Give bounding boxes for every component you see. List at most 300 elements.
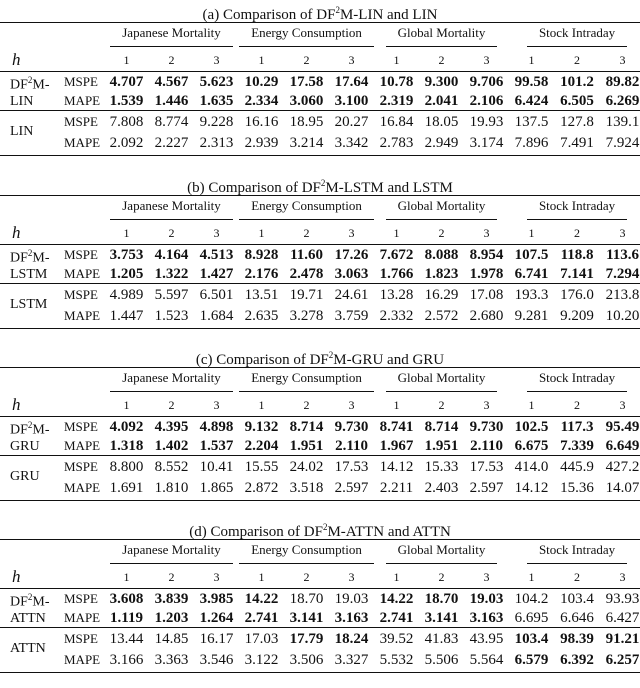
baseline-row [0,134,640,152]
metric-value: 6.501 [194,284,239,307]
metric-value: 1.119 [110,610,143,627]
baseline-row [0,284,640,307]
metric-value: 7.339 [560,438,594,455]
metric-value: 2.227 [154,134,189,151]
horizon-number: 1 [528,397,535,412]
df2m-row [0,71,640,92]
metric-value: 2.092 [109,134,144,151]
results-table [0,23,640,152]
metric-value: 1.951 [289,438,324,455]
metric-value: 1.978 [469,266,504,283]
metric-value: 1.447 [109,307,144,324]
metric-value: 10.20 [605,307,640,324]
horizon-number: 2 [168,52,175,67]
metric-value: 17.53 [464,456,509,479]
horizon-number: 2 [303,397,310,412]
metric-value: 3.063 [334,266,369,283]
horizon-number: 2 [168,397,175,412]
metric-value: 3.166 [109,651,144,668]
metric-label: MSPE [62,456,104,479]
metric-value: 9.209 [560,307,594,324]
metric-value: 6.741 [514,266,549,283]
metric-label: MAPE [64,479,101,495]
metric-label: MAPE [64,266,101,282]
metric-value: 1.322 [154,266,189,283]
metric-value: 2.597 [334,479,369,496]
metric-label: MAPE [64,307,101,323]
group-header-row [0,368,640,394]
horizon-symbol: h [12,394,21,414]
horizon-number: 3 [213,569,220,584]
metric-value: 3.122 [244,651,279,668]
horizon-number: 2 [574,569,581,584]
df2m-model-label: $DF^2M-$ GRU [0,416,62,456]
metric-value: 8.088 [419,244,464,265]
metric-value: 1.537 [199,438,234,455]
metric-value: 2.478 [289,266,324,283]
metric-value: 113.6 [600,244,640,265]
metric-value: 17.26 [329,244,374,265]
metric-value: 6.424 [514,93,549,110]
metric-value: 4.898 [194,416,239,437]
horizon-row [0,566,640,588]
metric-label: MSPE [62,416,104,437]
metric-value: 14.12 [514,479,549,496]
df2m-model-label: $DF^2M-$ ATTN [0,588,62,628]
metric-value: 2.110 [470,438,503,455]
metric-value: 193.3 [509,284,554,307]
df2m-row [0,588,640,609]
dataset-group-header: Stock Intraday [509,23,640,49]
metric-value: 1.691 [109,479,144,496]
metric-value: 16.16 [239,111,284,134]
metric-value: 13.44 [104,628,149,651]
baseline-model-label: ATTN [0,628,62,669]
metric-value: 2.949 [424,134,459,151]
metric-value: 3.363 [154,651,189,668]
results-table [0,540,640,669]
metric-label: MAPE [64,651,101,667]
metric-value: 16.84 [374,111,419,134]
metric-label: MSPE [62,588,104,609]
horizon-number: 2 [438,225,445,240]
metric-value: 5.532 [379,651,414,668]
horizon-number: 2 [303,225,310,240]
bottom-rule [0,155,640,156]
metric-value: 2.334 [244,93,279,110]
horizon-symbol: h [12,566,21,586]
metric-value: 11.60 [284,244,329,265]
dataset-group-header: Stock Intraday [509,368,640,394]
horizon-number: 1 [393,569,400,584]
comparison-panel [0,517,640,673]
metric-value: 7.808 [104,111,149,134]
metric-value: 103.4 [554,588,600,609]
metric-value: 3.174 [469,134,504,151]
metric-value: 5.623 [194,71,239,92]
metric-value: 4.567 [149,71,194,92]
metric-value: 1.427 [199,266,234,283]
horizon-number: 3 [619,569,626,584]
panel-caption: (b) Comparison of $DF^2M$-LSTM and LSTM [187,178,453,196]
metric-value: 9.300 [419,71,464,92]
metric-value: 19.71 [284,284,329,307]
comparison-panel [0,173,640,329]
metric-value: 17.79 [284,628,329,651]
metric-value: 1.203 [154,610,189,627]
metric-value: 1.205 [109,266,144,283]
metric-value: 7.896 [514,134,549,151]
metric-value: 19.03 [329,588,374,609]
horizon-number: 1 [528,52,535,67]
horizon-number: 2 [438,397,445,412]
metric-value: 15.33 [419,456,464,479]
metric-value: 8.774 [149,111,194,134]
dataset-group-header: Energy Consumption [239,368,374,394]
metric-value: 1.684 [199,307,234,324]
metric-value: 20.27 [329,111,374,134]
df2m-row [0,609,640,627]
horizon-number: 2 [574,397,581,412]
horizon-number: 3 [348,569,355,584]
metric-value: 6.257 [605,651,640,668]
metric-value: 6.269 [605,93,640,110]
metric-value: 5.564 [469,651,504,668]
metric-value: 2.783 [379,134,414,151]
metric-value: 6.646 [560,610,594,627]
metric-value: 3.839 [149,588,194,609]
metric-value: 17.64 [329,71,374,92]
metric-value: 2.741 [379,610,414,627]
metric-value: 6.505 [560,93,594,110]
metric-value: 3.759 [334,307,369,324]
metric-value: 5.597 [149,284,194,307]
dataset-group-header: Japanese Mortality [104,23,239,49]
metric-value: 2.211 [379,479,414,496]
metric-value: 10.78 [374,71,419,92]
horizon-number: 2 [574,52,581,67]
metric-value: 2.872 [244,479,279,496]
metric-value: 14.12 [374,456,419,479]
metric-value: 6.392 [560,651,594,668]
horizon-row [0,394,640,416]
metric-value: 13.28 [374,284,419,307]
df2m-row [0,437,640,455]
metric-value: 427.2 [600,456,640,479]
horizon-number: 3 [213,225,220,240]
horizon-number: 3 [348,225,355,240]
metric-value: 91.21 [600,628,640,651]
metric-value: 9.730 [329,416,374,437]
baseline-model-label: LIN [0,111,62,152]
metric-value: 2.332 [379,307,414,324]
metric-label: MSPE [62,244,104,265]
horizon-number: 1 [528,225,535,240]
group-header-row [0,23,640,49]
metric-value: 2.041 [424,93,459,110]
metric-value: 9.281 [514,307,549,324]
horizon-number: 1 [123,569,130,584]
metric-value: 7.141 [560,266,594,283]
horizon-number: 3 [619,397,626,412]
horizon-number: 3 [348,52,355,67]
metric-value: 14.85 [149,628,194,651]
metric-value: 7.491 [560,134,594,151]
dataset-group-header: Global Mortality [374,540,509,566]
group-header-row [0,196,640,222]
metric-label: MAPE [64,93,101,109]
horizon-number: 3 [483,569,490,584]
horizon-row [0,49,640,71]
comparison-panel [0,345,640,501]
metric-value: 2.110 [335,438,368,455]
metric-label: MAPE [64,134,101,150]
metric-value: 104.2 [509,588,554,609]
metric-value: 3.506 [289,651,324,668]
metric-value: 17.03 [239,628,284,651]
dataset-group-header: Energy Consumption [239,23,374,49]
df2m-row [0,265,640,283]
df2m-row [0,416,640,437]
horizon-number: 2 [168,225,175,240]
metric-label: MSPE [62,71,104,92]
metric-value: 176.0 [554,284,600,307]
metric-value: 8.714 [284,416,329,437]
metric-value: 3.753 [104,244,149,265]
panel-caption: (c) Comparison of $DF^2M$-GRU and GRU [195,350,445,368]
metric-value: 8.741 [374,416,419,437]
metric-value: 2.319 [379,93,414,110]
metric-value: 3.141 [289,610,324,627]
metric-value: 2.680 [469,307,504,324]
df2m-model-label: $DF^2M-$ LSTM [0,244,62,284]
metric-value: 3.278 [289,307,324,324]
dataset-group-header: Japanese Mortality [104,368,239,394]
dataset-group-header: Global Mortality [374,23,509,49]
metric-value: 4.395 [149,416,194,437]
metric-value: 4.989 [104,284,149,307]
metric-value: 3.060 [289,93,324,110]
metric-value: 1.402 [154,438,189,455]
baseline-row [0,651,640,669]
metric-value: 18.70 [284,588,329,609]
metric-value: 2.741 [244,610,279,627]
metric-value: 4.513 [194,244,239,265]
metric-value: 4.707 [104,71,149,92]
df2m-row [0,92,640,110]
metric-value: 17.58 [284,71,329,92]
dataset-group-header: Japanese Mortality [104,196,239,222]
metric-value: 6.695 [514,610,549,627]
metric-value: 1.951 [424,438,459,455]
baseline-row [0,479,640,497]
metric-value: 93.93 [600,588,640,609]
horizon-number: 2 [168,569,175,584]
metric-value: 1.264 [199,610,234,627]
metric-value: 14.22 [374,588,419,609]
results-table [0,368,640,497]
baseline-row [0,307,640,325]
metric-value: 1.523 [154,307,189,324]
metric-value: 8.714 [419,416,464,437]
metric-value: 2.635 [244,307,279,324]
horizon-number: 1 [393,52,400,67]
metric-value: 2.939 [244,134,279,151]
metric-value: 14.07 [605,479,640,496]
metric-value: 15.36 [560,479,594,496]
metric-value: 3.163 [334,610,369,627]
horizon-symbol: h [12,222,21,242]
metric-value: 18.24 [329,628,374,651]
df2m-row [0,244,640,265]
baseline-model-label: GRU [0,456,62,497]
metric-value: 1.766 [379,266,414,283]
metric-value: 6.427 [605,610,640,627]
metric-value: 3.342 [334,134,369,151]
metric-value: 139.1 [600,111,640,134]
horizon-number: 1 [123,397,130,412]
metric-value: 6.579 [514,651,549,668]
metric-value: 24.02 [284,456,329,479]
horizon-number: 3 [483,225,490,240]
metric-value: 1.810 [154,479,189,496]
horizon-number: 1 [258,225,265,240]
metric-value: 39.52 [374,628,419,651]
metric-value: 1.446 [154,93,189,110]
horizon-number: 2 [574,225,581,240]
metric-value: 98.39 [554,628,600,651]
metric-value: 3.327 [334,651,369,668]
metric-value: 8.552 [149,456,194,479]
metric-value: 7.672 [374,244,419,265]
metric-value: 103.4 [509,628,554,651]
horizon-number: 1 [123,52,130,67]
metric-value: 127.8 [554,111,600,134]
horizon-number: 1 [258,569,265,584]
metric-value: 7.924 [605,134,640,151]
metric-value: 118.8 [554,244,600,265]
dataset-group-header: Global Mortality [374,196,509,222]
horizon-number: 2 [303,569,310,584]
metric-value: 7.294 [605,266,640,283]
metric-value: 101.2 [554,71,600,92]
metric-value: 10.29 [239,71,284,92]
metric-value: 3.214 [289,134,324,151]
dataset-group-header: Stock Intraday [509,540,640,566]
dataset-group-header: Stock Intraday [509,196,640,222]
metric-value: 2.572 [424,307,459,324]
horizon-number: 3 [348,397,355,412]
metric-value: 6.649 [605,438,640,455]
metric-value: 3.546 [199,651,234,668]
panel-caption: (d) Comparison of $DF^2M$-ATTN and ATTN [189,522,451,540]
metric-value: 18.05 [419,111,464,134]
horizon-number: 1 [393,397,400,412]
metric-value: 18.95 [284,111,329,134]
horizon-number: 3 [619,52,626,67]
horizon-number: 1 [258,397,265,412]
dataset-group-header: Global Mortality [374,368,509,394]
horizon-number: 3 [619,225,626,240]
dataset-group-header: Japanese Mortality [104,540,239,566]
bottom-rule [0,672,640,673]
metric-value: 1.539 [109,93,144,110]
dataset-group-header: Energy Consumption [239,540,374,566]
df2m-model-label: $DF^2M-$ LIN [0,71,62,111]
metric-value: 15.55 [239,456,284,479]
bottom-rule [0,500,640,501]
metric-value: 6.675 [514,438,549,455]
comparison-panel [0,0,640,156]
horizon-number: 1 [528,569,535,584]
metric-value: 19.93 [464,111,509,134]
metric-value: 2.176 [244,266,279,283]
metric-value: 2.597 [469,479,504,496]
metric-value: 1.823 [424,266,459,283]
horizon-number: 3 [213,397,220,412]
metric-value: 16.29 [419,284,464,307]
metric-value: 3.518 [289,479,324,496]
metric-value: 41.83 [419,628,464,651]
metric-value: 9.706 [464,71,509,92]
group-header-row [0,540,640,566]
metric-value: 3.141 [424,610,459,627]
metric-value: 4.164 [149,244,194,265]
horizon-number: 3 [483,52,490,67]
metric-value: 8.954 [464,244,509,265]
metric-value: 2.204 [244,438,279,455]
horizon-number: 2 [438,569,445,584]
metric-value: 13.51 [239,284,284,307]
horizon-number: 1 [123,225,130,240]
metric-value: 445.9 [554,456,600,479]
panel-caption: (a) Comparison of $DF^2M$-LIN and LIN [202,5,438,23]
metric-value: 2.403 [424,479,459,496]
metric-value: 102.5 [509,416,554,437]
metric-value: 1.635 [199,93,234,110]
metric-value: 3.608 [104,588,149,609]
metric-label: MAPE [64,610,101,626]
metric-value: 9.730 [464,416,509,437]
horizon-number: 1 [258,52,265,67]
metric-value: 8.928 [239,244,284,265]
metric-value: 137.5 [509,111,554,134]
horizon-number: 2 [438,52,445,67]
horizon-row [0,222,640,244]
metric-value: 1.865 [199,479,234,496]
metric-value: 89.82 [600,71,640,92]
results-table [0,196,640,325]
metric-value: 14.22 [239,588,284,609]
horizon-number: 3 [483,397,490,412]
baseline-model-label: LSTM [0,284,62,325]
metric-value: 213.8 [600,284,640,307]
metric-value: 3.100 [334,93,369,110]
baseline-row [0,111,640,134]
metric-label: MSPE [62,628,104,651]
bottom-rule [0,328,640,329]
metric-value: 414.0 [509,456,554,479]
metric-value: 5.506 [424,651,459,668]
metric-value: 107.5 [509,244,554,265]
horizon-number: 3 [213,52,220,67]
metric-value: 2.106 [469,93,504,110]
metric-value: 9.228 [194,111,239,134]
dataset-group-header: Energy Consumption [239,196,374,222]
metric-value: 117.3 [554,416,600,437]
metric-value: 2.313 [199,134,234,151]
metric-value: 9.132 [239,416,284,437]
